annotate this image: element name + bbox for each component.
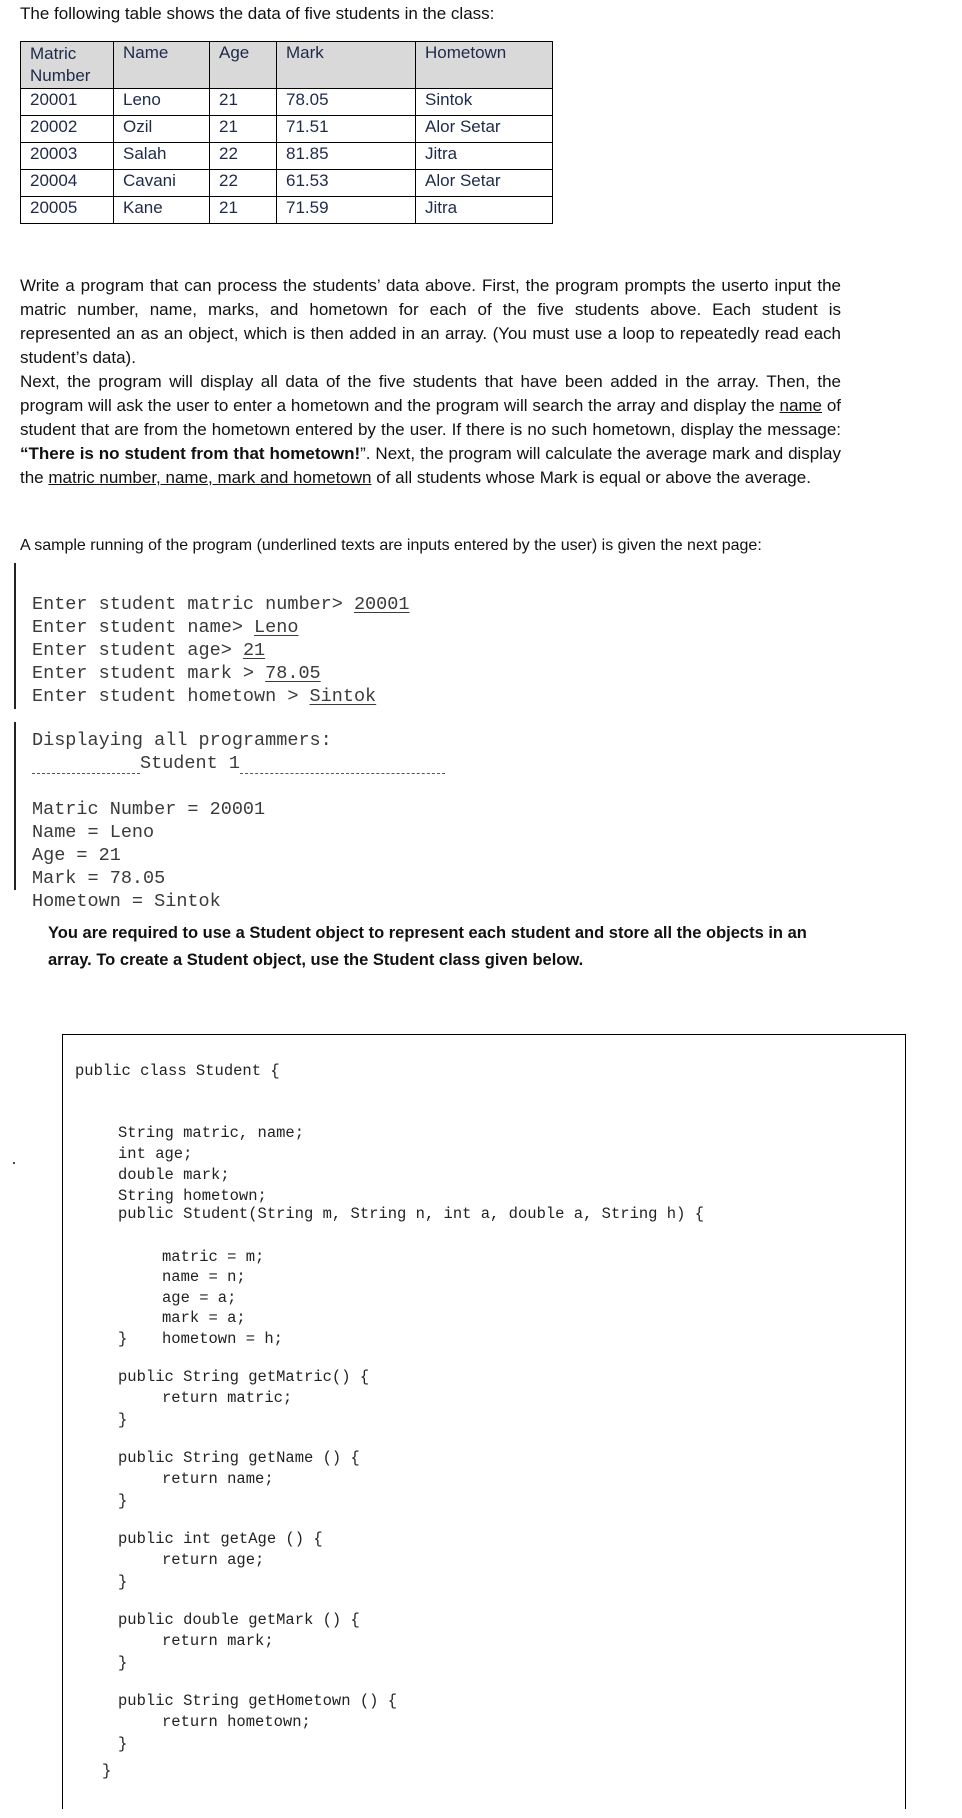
output-line: Mark = 78.05 <box>32 868 166 889</box>
code-method-signature: public String getName () { <box>118 1449 360 1467</box>
cell-age: 22 <box>210 170 277 197</box>
code-method-body: return mark; <box>162 1632 274 1650</box>
cell-hometown: Jitra <box>416 143 553 170</box>
problem-description <box>20 274 841 490</box>
input-block-border <box>14 563 16 709</box>
stray-dot <box>13 1162 15 1164</box>
code-method-body: return name; <box>162 1470 274 1488</box>
p2-text-b: of student that are from the hometown entered by the user. If there is no such hometown, display the message: <box>20 396 842 439</box>
header-name: Name <box>114 42 210 89</box>
table-row <box>21 170 553 197</box>
p2-underline-name: name <box>779 396 823 415</box>
paragraph-1: Write a program that can process the students’ data above. First, the program prompts the userto input the matric number, name, marks, and hometown for each of the five students above. Each student is represented an as an object, which is then added in an array. (You must use a loop to repeatedly read each student’s data). <box>20 276 841 367</box>
cell-mark: 71.51 <box>277 116 416 143</box>
code-ctor-signature: public Student(String m, String n, int a, double a, String h) { <box>118 1205 704 1223</box>
cell-age: 21 <box>210 197 277 224</box>
code-line: String hometown; <box>118 1187 267 1205</box>
code-method-body: return age; <box>162 1551 265 1569</box>
user-input: 20001 <box>353 594 410 615</box>
output-block-border <box>14 722 16 890</box>
user-input: Sintok <box>309 686 377 707</box>
output-line: Matric Number = 20001 <box>32 799 266 820</box>
input-line <box>32 593 409 616</box>
cell-name: Salah <box>114 143 210 170</box>
header-hometown: Hometown <box>416 42 553 89</box>
cell-matric: 20002 <box>21 116 114 143</box>
code-method-body: return matric; <box>162 1389 293 1407</box>
sample-run-intro: A sample running of the program (underlined texts are inputs entered by the user) is given the next page: <box>20 537 762 554</box>
table-header-row <box>21 42 553 89</box>
cell-mark: 81.85 <box>277 143 416 170</box>
cell-matric: 20004 <box>21 170 114 197</box>
input-line <box>32 662 409 685</box>
header-mark: Mark <box>277 42 416 89</box>
student-table <box>20 41 553 224</box>
table-row <box>21 197 553 224</box>
sample-input-block <box>32 570 409 731</box>
user-input: 78.05 <box>265 663 321 684</box>
header-age: Age <box>210 42 277 89</box>
code-line: String matric, name; <box>118 1124 305 1142</box>
cell-name: Leno <box>114 89 210 116</box>
requirement-note: You are required to use a Student object to represent each student and store all the objects in an array. To create a Student object, use the Student class given below. <box>48 924 807 969</box>
cell-hometown: Jitra <box>416 197 553 224</box>
code-line: hometown = h; <box>162 1329 283 1348</box>
cell-name: Kane <box>114 197 210 224</box>
output-line: Age = 21 <box>32 845 121 866</box>
p2-text-a: Next, the program will display all data of the five students that have been added in the array. Then, the program will ask the user to enter a hometown and the program will search the array and display the <box>20 372 841 415</box>
code-line: name = n; <box>162 1268 246 1286</box>
input-prompt: Enter student hometown > <box>32 686 310 707</box>
cell-hometown: Sintok <box>416 89 553 116</box>
code-method-signature: public int getAge () { <box>118 1530 323 1548</box>
input-line <box>32 616 409 639</box>
cell-matric: 20005 <box>21 197 114 224</box>
code-close-brace: } <box>118 1654 128 1672</box>
intro-text: The following table shows the data of five students in the class: <box>20 4 495 23</box>
code-class-decl: public class Student { <box>75 1062 280 1080</box>
p2-text-d: of all students whose Mark is equal or above the average. <box>371 468 811 487</box>
code-close-brace: } <box>118 1735 128 1753</box>
cell-mark: 71.59 <box>277 197 416 224</box>
output-line: Hometown = Sintok <box>32 891 221 912</box>
code-line: double mark; <box>118 1166 230 1184</box>
cell-mark: 61.53 <box>277 170 416 197</box>
code-line: int age; <box>118 1145 193 1163</box>
cell-name: Cavani <box>114 170 210 197</box>
code-close-brace: } <box>118 1411 128 1429</box>
code-ctor-body <box>162 1226 283 1370</box>
cell-matric: 20001 <box>21 89 114 116</box>
input-prompt: Enter student name> <box>32 617 255 638</box>
student-label: Student 1 <box>140 753 240 774</box>
code-method-signature: public String getHometown () { <box>118 1692 398 1710</box>
p2-underline-fields: matric number, name, mark and hometown <box>48 468 372 487</box>
table-row <box>21 116 553 143</box>
code-close-brace: } <box>118 1492 128 1510</box>
dashed-divider-right <box>240 773 445 774</box>
code-line: mark = a; <box>162 1309 246 1327</box>
code-method-body: return hometown; <box>162 1713 311 1731</box>
dashed-divider-left <box>32 773 140 774</box>
code-close-brace: } <box>118 1330 128 1348</box>
cell-matric: 20003 <box>21 143 114 170</box>
input-prompt: Enter student age> <box>32 640 243 661</box>
cell-hometown: Alor Setar <box>416 116 553 143</box>
cell-age: 21 <box>210 116 277 143</box>
p2-bold-message: “There is no student from that hometown! <box>20 444 361 463</box>
code-line: age = a; <box>162 1288 237 1307</box>
table-row <box>21 89 553 116</box>
header-matric: Matric Number <box>21 42 114 89</box>
cell-mark: 78.05 <box>277 89 416 116</box>
code-line: matric = m; <box>162 1247 265 1266</box>
code-close-brace: } <box>118 1573 128 1591</box>
p2-text-c: ”. Next, the program will calculate the average mark and display the <box>20 444 841 487</box>
cell-hometown: Alor Setar <box>416 170 553 197</box>
paragraph-2 <box>20 370 841 490</box>
code-method-signature: public String getMatric() { <box>118 1368 370 1386</box>
input-line <box>32 639 409 662</box>
cell-age: 22 <box>210 143 277 170</box>
input-prompt: Enter student mark > <box>32 663 266 684</box>
sample-output-lines <box>32 775 265 936</box>
user-input: 21 <box>242 640 266 661</box>
cell-name: Ozil <box>114 116 210 143</box>
code-method-signature: public double getMark () { <box>118 1611 360 1629</box>
cell-age: 21 <box>210 89 277 116</box>
input-prompt: Enter student matric number> <box>32 594 354 615</box>
user-input: Leno <box>254 617 299 638</box>
code-class-close-brace: } <box>102 1762 112 1780</box>
output-line: Name = Leno <box>32 822 155 843</box>
table-row <box>21 143 553 170</box>
input-line <box>32 685 409 708</box>
output-heading: Displaying all programmers: <box>32 730 332 751</box>
